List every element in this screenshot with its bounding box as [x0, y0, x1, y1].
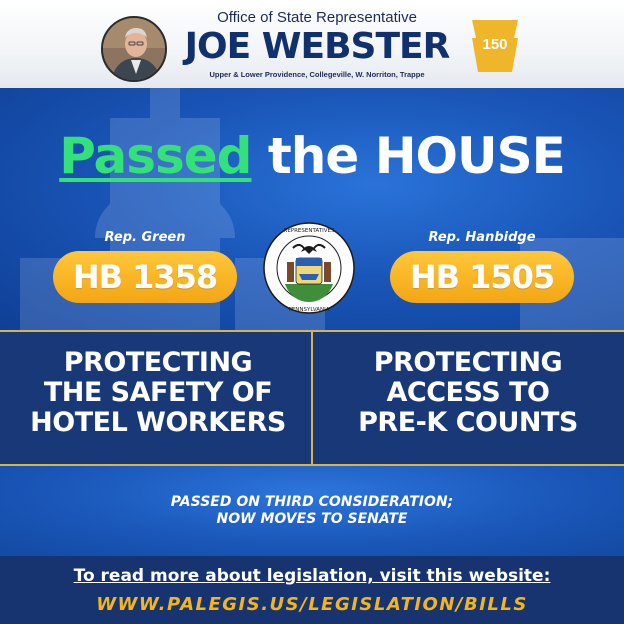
bill-description-panels: [0, 330, 624, 466]
representative-name: JOE WEBSTER: [184, 26, 450, 67]
status-section: [0, 466, 624, 556]
headline-passed: Passed: [59, 127, 252, 185]
portrait-icon: [103, 18, 167, 82]
bill-2-badge: HB 1505: [390, 251, 574, 303]
keystone-number: 150: [482, 36, 508, 53]
bill-1-badge: HB 1358: [53, 251, 237, 303]
bill-1-description-line: HOTEL WORKERS: [30, 407, 286, 438]
svg-text:REPRESENTATIVES: REPRESENTATIVES: [283, 228, 335, 234]
legislation-url-link[interactable]: WWW.PALEGIS.US/LEGISLATION/BILLS: [96, 594, 528, 615]
header-banner: [0, 0, 624, 88]
house-seal-icon: [263, 222, 355, 314]
bill-1-description-line: PROTECTING: [63, 347, 253, 378]
bill-2-description-line: ACCESS TO: [386, 377, 550, 408]
office-title: Office of State Representative: [217, 9, 417, 26]
status-line-2: NOW MOVES TO SENATE: [216, 511, 408, 527]
status-line-1: PASSED ON THIRD CONSIDERATION;: [170, 494, 454, 510]
bill-1-description: [8, 348, 308, 438]
footer: [0, 556, 624, 624]
bill-2-sponsor: Rep. Hanbidge: [428, 230, 536, 245]
bill-2-description-line: PRE-K COUNTS: [358, 407, 578, 438]
representative-avatar: [101, 16, 167, 82]
district-line: Upper & Lower Providence, Collegeville, W. Norriton, Trappe: [209, 70, 425, 79]
bill-2-description: [318, 348, 618, 438]
hero-section: [0, 88, 624, 330]
headline-the-house: the HOUSE: [251, 127, 565, 185]
bill-1-sponsor: Rep. Green: [104, 230, 186, 245]
panel-divider: [311, 332, 313, 464]
status-message: [0, 494, 624, 528]
footer-call-to-action: To read more about legislation, visit this website:: [73, 566, 551, 586]
bill-1-description-line: THE SAFETY OF: [43, 377, 273, 408]
headline: [0, 126, 624, 186]
bill-2-description-line: PROTECTING: [373, 347, 563, 378]
svg-text:PENNSYLVANIA: PENNSYLVANIA: [288, 307, 330, 313]
